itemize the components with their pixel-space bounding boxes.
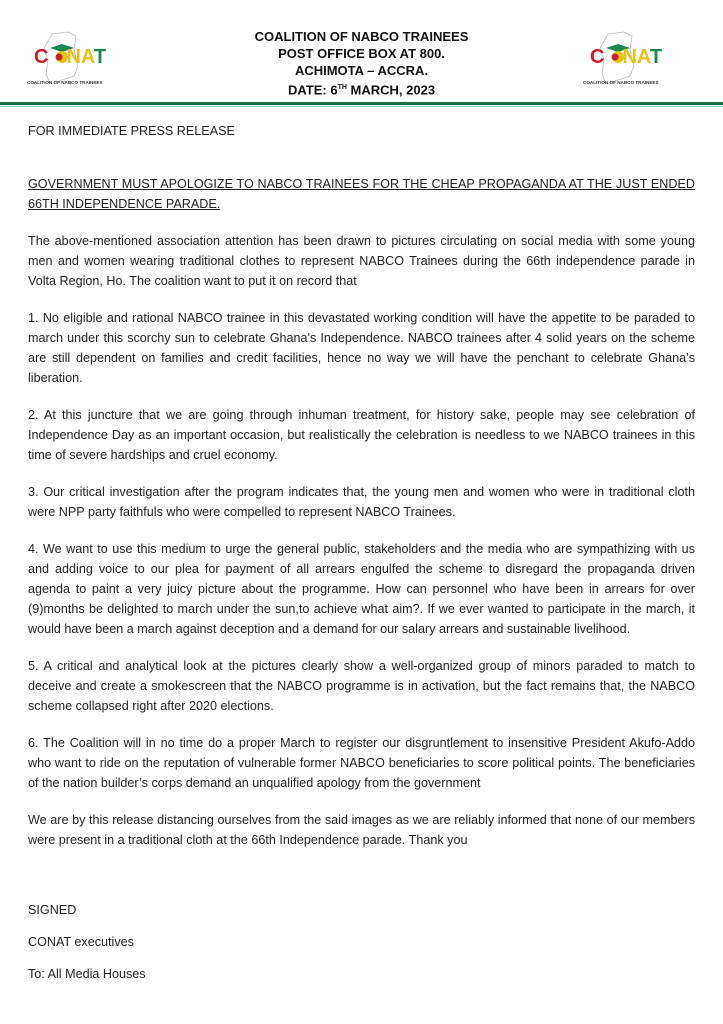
press-release-body — [28, 121, 695, 996]
paragraph: 5. A critical and analytical look at the pictures clearly show a well-organized group of minors paraded to match to deceive and create a smokescreen that the NABCO programme is in activation, but the fact remains that, the NABCO scheme collapsed right after 2020 elections. — [28, 659, 695, 713]
logo-subtitle: COALITION OF NABCO TRAINEES — [27, 80, 103, 85]
logo-wordmark: C NAT — [34, 46, 107, 68]
release-label: FOR IMMEDIATE PRESS RELEASE — [28, 124, 235, 138]
signatory: CONAT executives — [28, 935, 134, 949]
location: ACHIMOTA – ACCRA. — [294, 63, 429, 78]
logo-subtitle: COALITION OF NABCO TRAINEES — [583, 80, 659, 85]
paragraph: We are by this release distancing ourselves from the said images as we are reliably informed that none of our members were present in a traditional cloth at the 66th Independence parade. Thank you — [28, 813, 695, 847]
paragraph: 2. At this juncture that we are going through inhuman treatment, for history sake, people may see celebration of Independence Day as an important occasion, but realistically the celebration is needless to we NABCO trainees in this time of severe hardships and cruel economy. — [28, 408, 695, 462]
paragraph: The above-mentioned association attention has been drawn to pictures circulating on social media with some young men and women wearing traditional clothes to represent NABCO Trainees during the 66th independence parade in Volta Region, Ho. The coalition want to put it on record that — [28, 234, 695, 288]
org-name: COALITION OF NABCO TRAINEES — [254, 29, 469, 44]
paragraph: 6. The Coalition will in no time do a proper March to register our disgruntlement to insensitive President Akufo-Addo who want to ride on the reputation of vulnerable former NABCO beneficiaries to score political points. The beneficiaries of the nation builder’s corps demand an unqualified apology from the government — [28, 736, 695, 790]
paragraph: 3. Our critical investigation after the program indicates that, the young men and women who were in traditional cloth were NPP party faithfuls who were compelled to represent NABCO Trainees. — [28, 485, 695, 519]
recipients: To: All Media Houses — [28, 967, 146, 981]
date: DATE: 6TH MARCH, 2023 — [287, 82, 436, 98]
release-heading: GOVERNMENT MUST APOLOGIZE TO NABCO TRAINEES FOR THE CHEAP PROPAGANDA AT THE JUST ENDED 66TH INDEPENDENCE PARADE. — [28, 177, 695, 211]
header-divider-light — [0, 106, 723, 107]
postal-address: POST OFFICE BOX AT 800. — [278, 46, 445, 61]
header-divider — [0, 102, 723, 105]
letterhead — [0, 28, 723, 98]
paragraph: 1. No eligible and rational NABCO trainee in this devastated working condition will have the appetite to be paraded to march under this scorchy sun to celebrate Ghana's Independence. NABCO trainees after 4 solid years on the scheme are still dependent on families and credit facilities, hence no way we will have the penchant to celebrate Ghana’s liberation. — [28, 311, 695, 385]
logo-wordmark: C NAT — [590, 46, 663, 68]
signed-label: SIGNED — [28, 903, 77, 917]
paragraph: 4. We want to use this medium to urge the general public, stakeholders and the media who are sympathizing with us and adding voice to our plea for payment of all arrears engulfed the scheme to disregard the propaganda driven agenda to paint a very juicy picture about the programme. How can personnel who have been in arrears for over (9)months be delighted to march under the sun,to achieve what aim?. If we ever wanted to participate in the march, it would have been a march against deception and a demand for our salary arrears and sustainable livelihood. — [28, 542, 695, 636]
